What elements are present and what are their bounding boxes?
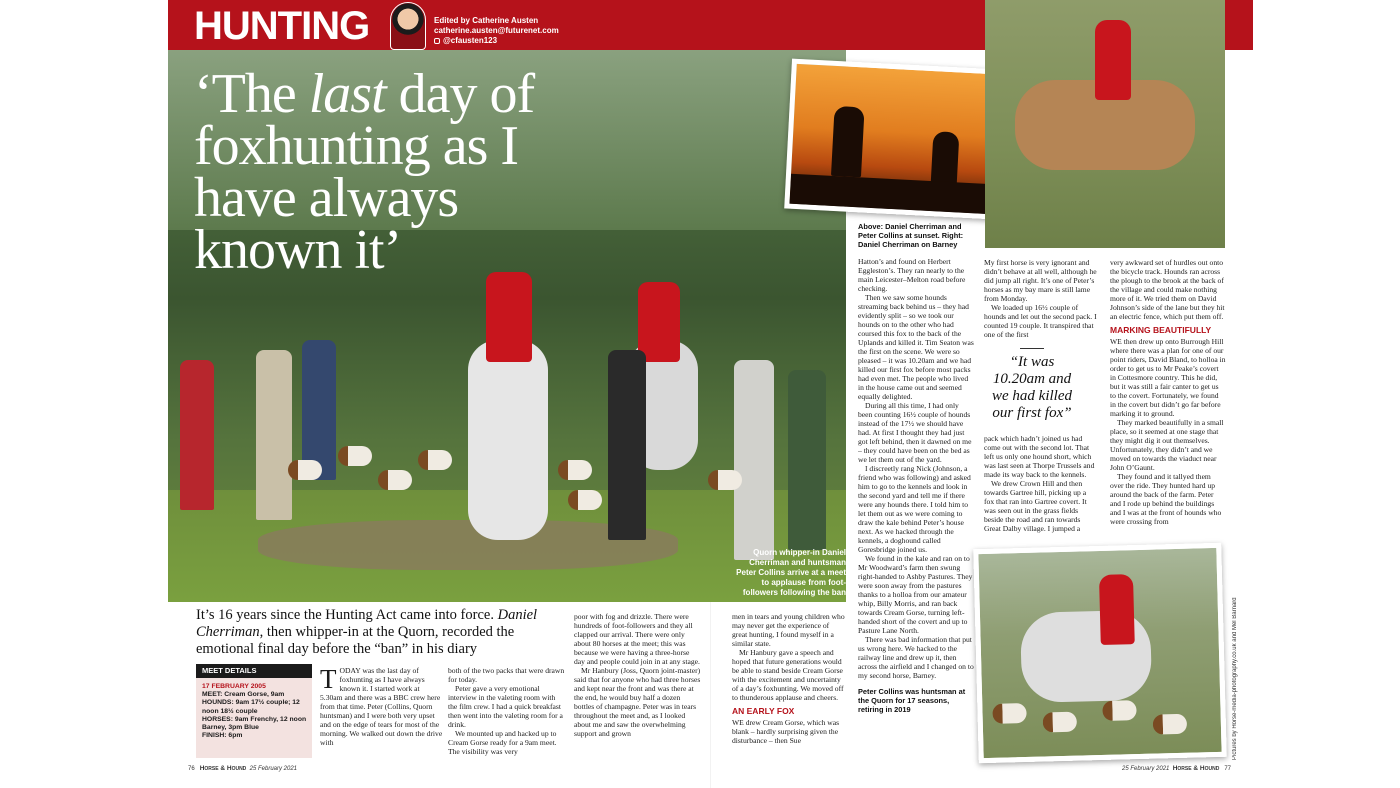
hero-hound [418, 450, 452, 470]
hero-hound [558, 460, 592, 480]
hero-follower [180, 360, 214, 510]
folio-right [1122, 765, 1231, 772]
sunset-caption: Above: Daniel Cherriman and Peter Collins at sunset. Right: Daniel Cherriman on Barney [858, 222, 964, 249]
huntsman-with-hounds-photo [973, 543, 1227, 763]
meet-line: MEET: Cream Gorse, 9am [202, 691, 285, 699]
hero-follower [256, 350, 292, 520]
sunset-photo [784, 59, 1002, 220]
editor-social[interactable]: @cfausten123 [434, 36, 559, 46]
body-column-5: Above: Daniel Cherriman and Peter Collins at sunset. Right: Daniel Cherriman on Barney Hatton’s and found on Herbert Eggleston’s. They ran nearly to the main Leicester–Melton road before checking. Then we saw some hounds streaming back behind us – they had evidently split – so we took our hounds on to the other who had coursed this fox to the back of the Uplands and killed it. Tim Seaton was the first on the scene. We were so pleased – it was 10.20am and we had killed our first fox before most packs had even met. The people who lived in the house came out and seemed equally delighted. During all this time, I had only been counting 16½ couple of hounds instead of the 17½ we should have had. At first I thought they had just got left behind, then it dawned on me – they could have been on the bed as we let them out of the yard. I discreetly rang Nick (Johnson, a friend who was following) and asked him to go to the kennels and look in the second yard and tell me if there were any hounds there. I told him to let them out as we were coming to draw the kale behind Peter’s house next. As we hacked through the kennels, a doghound called Goresbridge joined us. We found in the kale and ran on to Mr Woodward’s farm then swung right-handed to Ashby Pastures. They were soon away from the pastures thanks to a holloa from our amateur whip, Billy Morris, and ran back towards Cream Gorse, turning left-handed short of the covert and up to Pasture Lane North. There was bad information that put us wrong here. We hacked to the railway line and drew up it, then across the airfield and I changed on to my second horse, Barney. Peter Collins was huntsman at the Quorn for 17 seasons, retiring in 2019 [858, 222, 974, 714]
folio-left [188, 765, 297, 772]
author-signoff: Peter Collins was huntsman at the Quorn for 17 seasons, retiring in 2019 [858, 687, 966, 714]
meet-details-title: MEET DETAILS [196, 664, 312, 678]
pull-quote-rule [1020, 348, 1044, 349]
meet-line: HOUNDS: 9am 17½ couple; 12 noon 18½ couple [202, 699, 300, 715]
editor-email[interactable]: catherine.austen@futurenet.com [434, 26, 559, 35]
sunset-rider-silhouette [831, 106, 865, 177]
pull-quote: “It was 10.20am and we had killed our first fox” [992, 354, 1072, 421]
issue-date-right: 25 February 2021 [1122, 766, 1170, 772]
body-column-7: very awkward set of hurdles out onto the bicycle track. Hounds ran across the plough to the brook at the back of the village and could make nothing more of it. We tried them on David Johnson’s side of the lane but they hit an electric fence, which put them off. MARKING BEAUTIFULLY WE then drew up onto Burrough Hill where there was a plan for one of our point riders, David Bland, to holloa in order to get us to Mr Peake’s covert in Cottesmore country. This he did, but it was still a fair canter to get us to the covert. Fortunately, we found in the covert but didn’t go far before marking it to ground. They marked beautifully in a small place, so it seemed at one stage that they might dig it out themselves. Unfortunately, they didn’t and we moved on towards the viaduct near John O’Gaunt. They found and it tallyed them over the ride. They hunted hard up around the back of the farm. Peter and I rode up behind the buildings and I was at the front of hounds who were crossing from [1110, 258, 1226, 526]
drop-cap: T [320, 666, 337, 694]
body-column-6-cont: pack which hadn’t joined us had come out with the second lot. That left us only one hound short, which was last seen at Thorpe Trussels and made its way back to the kennels. We drew Crown Hill and then towards Gartree hill, picking up a fox that ran into Gartree covert. It was seen out in the grass fields beside the road and ran towards Great Dalby village. I jumped a [984, 434, 1095, 533]
body-column-3: poor with fog and drizzle. There were hundreds of foot-followers and they all clapped our arrival. There were only about 80 horses at the meet; this was because we were having a three-horse day and people could join in at any stage. Mr Hanbury (Joss, Quorn joint-master) said that for anyone who had three horses and kept near the front and was there at the end, he would buy half a dozen bottles of champagne. Peter was in tears throughout the meet and, as I looked about me and saw the overwhelming support and grown [574, 612, 701, 738]
issue-date-left: 25 February 2021 [249, 766, 298, 772]
hero-rider-whipper-in [486, 272, 532, 362]
magazine-spread [168, 0, 1253, 788]
subhead-marking-beautifully: MARKING BEAUTIFULLY [1110, 325, 1212, 335]
headline-emphasis: last [308, 63, 386, 125]
hero-white-horse [468, 340, 548, 540]
headline: ‘The last day of foxhunting as I have always known it’ [194, 63, 535, 281]
body-column-2: both of the two packs that were drawn for today. Peter gave a very emotional interview in the valeting room with the film crew. I had a quick breakfast then went into the valeting room for a drink. We mounted up and hacked up to Cream Gorse ready for a 9am meet. The visibility was very [448, 666, 565, 756]
hero-rider-huntsman [638, 282, 680, 362]
hero-follower [302, 340, 336, 480]
hero-follower [734, 360, 774, 560]
hero-hound [708, 470, 742, 490]
section-title: HUNTING [194, 4, 370, 48]
editor-info [434, 16, 559, 46]
meet-line: FINISH: 6pm [202, 732, 243, 740]
section-header-bar-right [1225, 0, 1253, 50]
meet-line: HORSES: 9am Frenchy, 12 noon Barney, 3pm Blue [202, 715, 307, 732]
page-number-left: 76 [188, 766, 195, 772]
page-number-right: 77 [1224, 766, 1232, 772]
hero-caption: Quorn whipper-in Daniel Cherriman and huntsman Peter Collins arrive at a meet to applause from foot-followers following the ban [736, 548, 846, 597]
meet-details-body [202, 683, 310, 740]
body-column-4: men in tears and young children who may never get the experience of great hunting, I found myself in a similar state. Mr Hanbury gave a speech and hoped that future generations would be able to stand beside Cream Gorse with the excitement and uncertainty of a day’s foxhunting. We moved off to thunderous applause and cheers. AN EARLY FOX WE drew Cream Gorse, which was blank – hardly surprising given the disturbance – then Sue [732, 612, 845, 745]
hero-hound [378, 470, 412, 490]
red-coat-huntsman [1099, 574, 1135, 645]
magazine-name-left: Horse & Hound [199, 765, 247, 772]
red-coat-rider [1095, 20, 1131, 100]
instagram-icon [434, 38, 440, 44]
editor-line: Edited by Catherine Austen [434, 16, 539, 25]
photo-hound [1043, 712, 1078, 733]
photo-hound [1102, 700, 1137, 721]
rider-on-barney-photo [985, 0, 1225, 248]
meet-date: 17 FEBRUARY 2005 [202, 683, 266, 690]
hero-hound [568, 490, 602, 510]
standfirst-name: Daniel Cherriman [196, 607, 538, 640]
body-column-6: My first horse is very ignorant and didn’t behave at all well, although he did jump all right. It’s one of Peter’s horses as my bay mare is still lame from Monday. We loaded up 16½ couple of hounds and let out the second pack. I counted 19 couple. It transpired that one of the first [984, 258, 1097, 339]
photo-credit: Pictures by Horse-media-photography.co.uk and Mel Barnard [1232, 597, 1238, 760]
subhead-early-fox: AN EARLY FOX [732, 706, 795, 716]
hero-follower [608, 350, 646, 540]
photo-hound [1153, 714, 1188, 735]
editor-avatar [390, 2, 426, 50]
standfirst: It’s 16 years since the Hunting Act came into force. Daniel Cherriman, then whipper-in at the Quorn, recorded the emotional final day before the “ban” in his diary [196, 607, 538, 657]
photo-hound [992, 703, 1027, 724]
hero-hound [338, 446, 372, 466]
hero-follower [788, 370, 826, 550]
body-column-1: TODAY was the last day of foxhunting as I have always known it. I started work at 5.30am and there was a BBC crew here from that time. Peter (Collins, Quorn huntsman) and I were both very upset and on the edge of tears for most of the morning. We walked out down the drive with [320, 666, 443, 747]
magazine-name-right: Horse & Hound [1172, 765, 1220, 772]
hero-hound [288, 460, 322, 480]
